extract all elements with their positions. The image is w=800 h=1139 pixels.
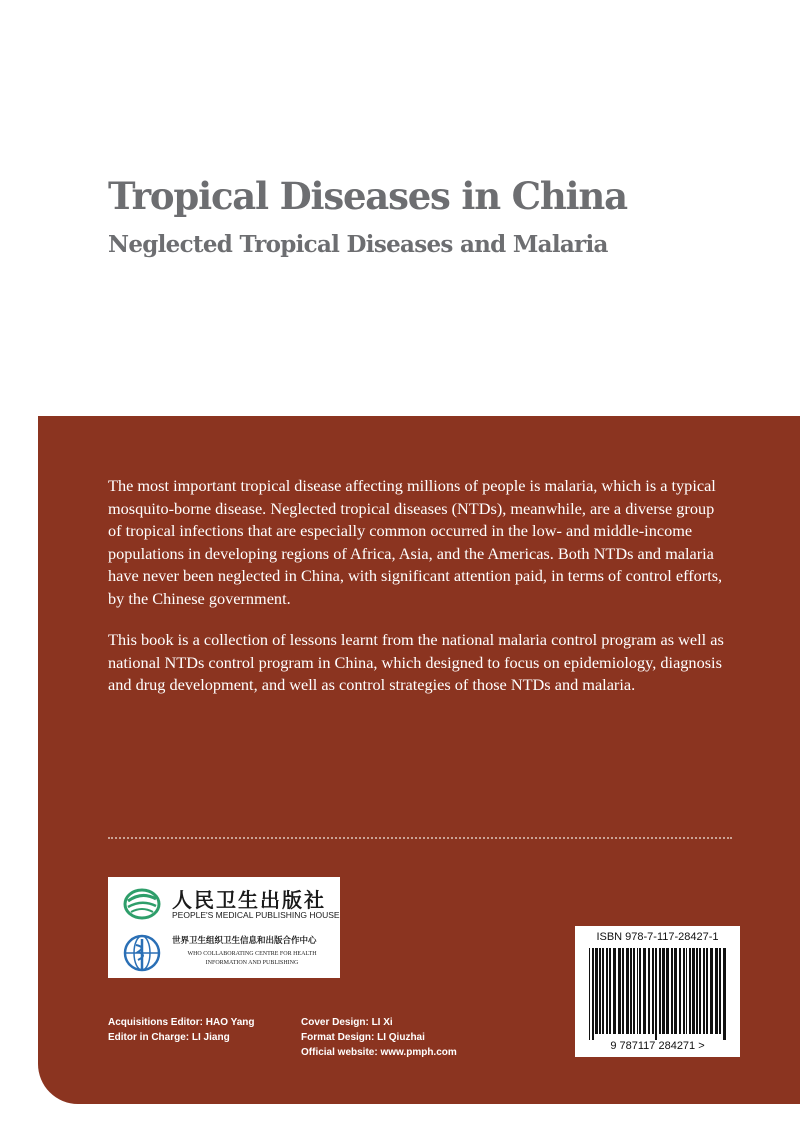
barcode-bar — [692, 948, 695, 1034]
description-paragraph-1: The most important tropical disease affecting millions of people is malaria, which is a typical mosquito-borne disease. Neglected tropical diseases (NTDs), meanwhile, are a diverse group of tropical infections that are especially common occurred in the low- and middle-income populations in developing regions of Africa, Asia, and the Americas. Both NTDs and malaria have never been neglected in China, with significant attention paid, in terms of control efforts, by the Chinese government. — [108, 476, 723, 608]
publisher-name-chinese: 人民卫生出版社 — [172, 888, 326, 912]
barcode-bar — [609, 948, 611, 1034]
barcode-bar — [706, 948, 708, 1034]
cover-design: Cover Design: LI Xi — [301, 1017, 393, 1028]
barcode-bar — [599, 948, 601, 1034]
book-subtitle: Neglected Tropical Diseases and Malaria — [108, 231, 608, 258]
barcode-digits: 9 787117 284271 > — [610, 1040, 705, 1052]
barcode-bar — [639, 948, 641, 1034]
barcode-bar — [715, 948, 718, 1034]
barcode-bar — [719, 948, 721, 1034]
design-credits — [301, 1015, 457, 1060]
isbn-number: ISBN 978-7-117-28427-1 — [596, 931, 719, 943]
who-centre-name-chinese: 世界卫生组织卫生信息和出版合作中心 — [172, 936, 317, 946]
editor-in-charge: Editor in Charge: LI Jiang — [108, 1032, 230, 1043]
barcode-bar — [696, 948, 698, 1034]
book-title: Tropical Diseases in China — [108, 174, 627, 218]
publisher-name-english: PEOPLE'S MEDICAL PUBLISHING HOUSE — [172, 910, 340, 920]
barcode-bar — [689, 948, 691, 1034]
barcode-bar — [671, 948, 673, 1034]
barcode-bar — [699, 948, 701, 1034]
barcode-bar — [723, 948, 726, 1040]
isbn-barcode — [575, 926, 740, 1057]
barcode-bar — [618, 948, 621, 1034]
barcode-bar — [637, 948, 638, 1034]
editor-credits — [108, 1015, 255, 1045]
description-panel — [38, 416, 800, 1104]
barcode-bar — [703, 948, 705, 1034]
who-centre-name-english: WHO COLLABORATING CENTRE FOR HEALTH INFORMATION AND PUBLISHING — [187, 951, 317, 966]
official-website[interactable]: Official website: www.pmph.com — [301, 1047, 457, 1058]
barcode-bar — [686, 948, 687, 1034]
format-design: Format Design: LI Qiuzhai — [301, 1032, 425, 1043]
barcode-bar — [630, 948, 632, 1034]
barcode-bar — [679, 948, 681, 1034]
publisher-logo-box — [108, 877, 340, 978]
barcode-bar — [662, 948, 665, 1034]
pmph-logo-icon — [122, 887, 162, 921]
barcode-bar — [633, 948, 635, 1034]
barcode-bar — [606, 948, 608, 1034]
barcode-bar — [666, 948, 669, 1034]
barcode-bar — [674, 948, 677, 1034]
barcode-bar — [683, 948, 685, 1034]
barcode-bar — [626, 948, 629, 1034]
barcode-bar — [595, 948, 598, 1034]
barcode-bar — [655, 948, 657, 1040]
acquisitions-editor: Acquisitions Editor: HAO Yang — [108, 1017, 255, 1028]
barcode-bar — [652, 948, 654, 1034]
barcode-bar — [659, 948, 661, 1034]
barcode-bar — [648, 948, 650, 1034]
barcode-bar — [622, 948, 624, 1034]
barcode-bar — [643, 948, 646, 1034]
dotted-divider — [108, 837, 732, 839]
barcode-bar — [592, 948, 594, 1040]
barcode-bar — [589, 948, 590, 1040]
barcode-bar — [602, 948, 604, 1034]
barcode-bar — [613, 948, 616, 1034]
barcode-bar — [710, 948, 713, 1034]
description-paragraph-2: This book is a collection of lessons learnt from the national malaria control program as well as national NTDs control program in China, which designed to focus on epidemiology, diagnosis and drug development, and well as control strategies of those NTDs and malaria. — [108, 630, 724, 694]
who-emblem-icon — [122, 933, 162, 973]
isbn-barcode-icon — [587, 948, 728, 1040]
